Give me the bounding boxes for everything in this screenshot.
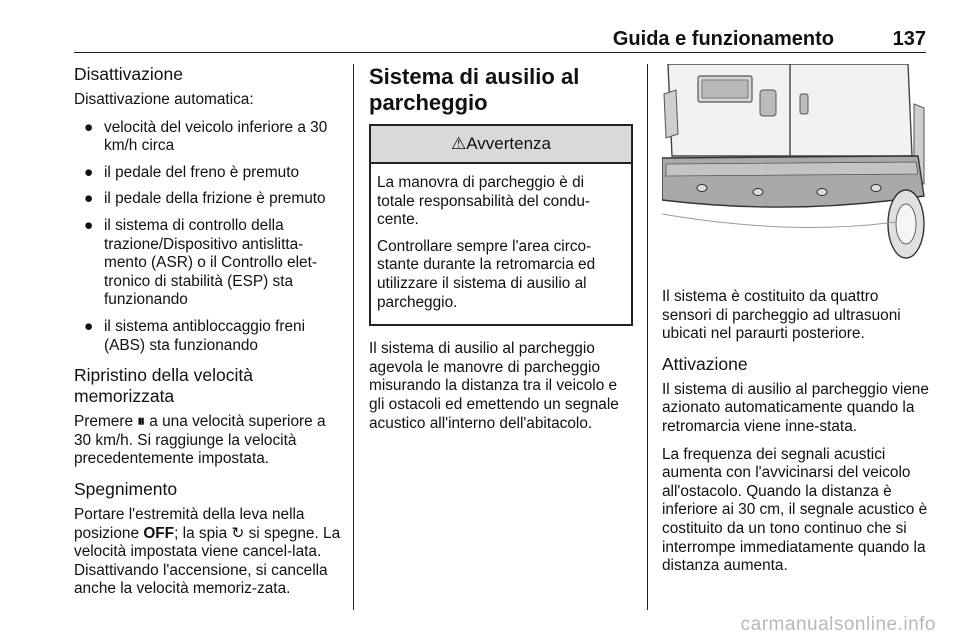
list-item: ● il pedale della frizione è premuto [84,190,326,208]
bullet-list [74,119,342,356]
heading-ripristino: Ripristino della velocità memorizzata [74,365,253,407]
bullet-icon: ● [84,118,94,136]
description-paragraph: Il sistema di ausilio al parcheggio agevola le manovre di parcheggio misurando la distanza tra il veicolo e gli ostacoli ed emettendo un segnale acustico all'interno dell'abitacolo. [369,340,619,432]
section-title: Sistema di ausilio al parcheggio [369,64,580,115]
bullet-icon: ● [84,190,94,208]
column-divider [647,64,648,610]
warning-icon: ⚠ [451,134,467,153]
heading-spegnimento: Spegnimento [74,478,178,499]
column-left [74,64,342,608]
rear-bumper-illustration [662,64,926,274]
header-title: Guida e funzionamento [612,28,834,50]
list-item: ● il sistema di controllo della trazione/Dispositivo antislitta-mento (ASR) o il Controllo elet-tronico di stabilità (ESP) sta funzionando [84,216,317,309]
warning-box [369,124,633,326]
list-item: ● velocità del veicolo inferiore a 30 km/h circa [84,118,328,155]
page-number: 137 [892,28,926,50]
column-right [662,64,930,585]
paragraph-attivazione: Il sistema di ausilio al parcheggio viene azionato automaticamente quando la retromarcia viene inne-stata. [662,380,929,435]
paragraph-spegnimento: Portare l'estremità della leva nella posizione OFF; la spia ↻ si spegne. La velocità impostata viene cancel-lata. Disattivando l'accensione, si cancella anche la velocità memoriz-zata. [74,505,341,598]
warning-body [371,164,631,324]
paragraph-ripristino: Premere ⏸ a una velocità superiore a 30 km/h. Si raggiunge la velocità precedentemente impostata. [74,413,326,468]
heading-disattivazione: Disattivazione [74,64,183,84]
list-item: ● il sistema antibloccaggio freni (ABS) sta funzionando [84,317,306,354]
paragraph-frequenza: La frequenza dei segnali acustici aumenta con l'avvicinarsi del veicolo all'ostacolo. Quando la distanza è inferiore ai 30 cm, il segnale acustico è costituito da un tono continuo che si interrompe immediatamente quando la distanza aumenta. [662,445,928,575]
warning-header [371,126,631,164]
warning-title: Avvertenza [466,134,551,153]
bullet-icon: ● [84,163,94,181]
cruise-control-icon: ↻ [231,524,245,542]
column-middle [369,64,633,442]
paragraph-sensori: Il sistema è costituito da quattro sensori di parcheggio ad ultrasuoni ubicati nel paraurti posteriore. [662,288,901,343]
page-header [74,26,926,53]
watermark: carmanualsonline.info [740,614,936,635]
list-item: ● il pedale del freno è premuto [84,163,300,181]
pause-icon: ⏸ [137,413,145,431]
warning-paragraph: La manovra di parcheggio è di totale responsabilità del condu-cente. [377,174,591,229]
intro-text: Disattivazione automatica: [74,91,254,108]
column-divider [353,64,354,610]
warning-paragraph: Controllare sempre l'area circo-stante durante la retromarcia ed utilizzare il sistema di ausilio al parcheggio. [377,237,596,311]
bullet-icon: ● [84,216,94,234]
heading-attivazione: Attivazione [662,353,748,374]
bullet-icon: ● [84,317,94,335]
